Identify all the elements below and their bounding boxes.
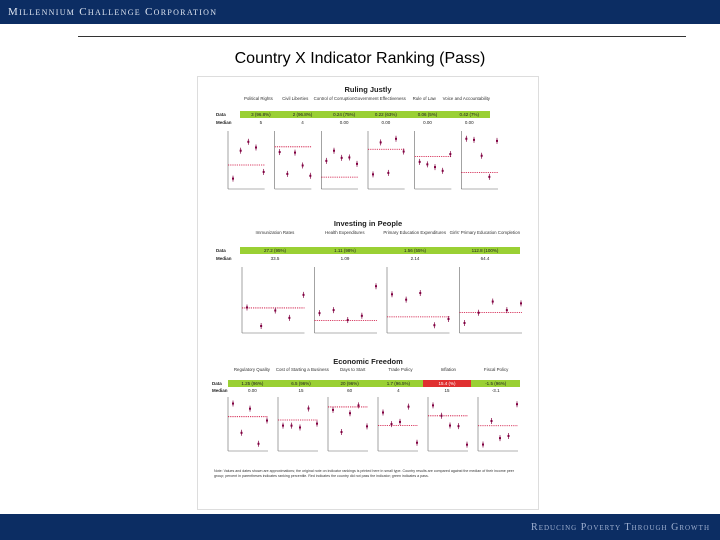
rj-chart-point-1-3 <box>302 164 304 166</box>
rj-header-3: Government Effectiveness <box>354 96 406 101</box>
ip-median-cell-3: 64.4 <box>480 256 490 261</box>
rj-chart-point-4-4 <box>449 153 451 155</box>
ef-data-cell-0: 1.25 (96%) <box>228 380 277 387</box>
rj-chart-point-2-4 <box>356 163 358 165</box>
ip-data-row <box>240 247 520 254</box>
ip-chart-point-0-0 <box>246 306 248 308</box>
footer-tagline: Reducing Poverty Through Growth <box>531 522 710 533</box>
ip-data-cell-0: 27.2 (95%) <box>240 247 310 254</box>
rj-data-cell-0: 3 (96.8%) <box>240 111 282 118</box>
ip-chart-point-3-1 <box>478 312 480 314</box>
ef-data-label: Data <box>212 381 222 386</box>
ip-chart-point-3-2 <box>492 301 494 303</box>
rj-data-cell-2: 0.24 (75%) <box>323 111 365 118</box>
rj-header-2: Control of Corruption <box>313 96 355 101</box>
ef-chart-point-5-4 <box>516 403 518 405</box>
rj-chart-point-2-0 <box>325 160 327 162</box>
ip-chart-point-0-3 <box>288 317 290 319</box>
ip-chart-point-0-1 <box>260 325 262 327</box>
section-title-investing: Investing in People <box>333 219 403 228</box>
ip-chart-point-3-0 <box>464 322 466 324</box>
ef-header-2: Days to Start <box>339 367 366 372</box>
ip-median-label: Median <box>216 256 232 261</box>
rj-chart-point-2-1 <box>333 150 335 152</box>
ip-chart-point-2-4 <box>448 318 450 320</box>
scorecard-image <box>197 76 539 510</box>
ef-median-cell-0: 0.00 <box>247 388 257 393</box>
rj-chart-point-4-1 <box>426 163 428 165</box>
rj-chart-point-2-2 <box>341 157 343 159</box>
rj-header-1: Civil Liberties <box>282 96 309 101</box>
ef-data-cell-1: 6.5 (96%) <box>277 380 326 387</box>
rj-data-cell-1: 2 (96.8%) <box>282 111 324 118</box>
rj-data-cell-4: 0.06 (5%) <box>407 111 449 118</box>
ef-median-cell-4: 15 <box>444 388 450 393</box>
ef-chart <box>222 395 522 461</box>
ef-chart-point-0-0 <box>232 403 234 405</box>
ef-chart-point-4-0 <box>432 404 434 406</box>
ef-median-cell-3: 4 <box>397 388 400 393</box>
ef-header-5: Fiscal Policy <box>483 367 509 372</box>
rj-data-cell-3: 0.22 (63%) <box>365 111 407 118</box>
ef-chart-point-5-1 <box>491 420 493 422</box>
rj-chart-point-3-0 <box>372 173 374 175</box>
rj-median-cell-0: 5 <box>259 120 263 125</box>
ef-chart-point-4-4 <box>466 444 468 446</box>
ef-median-cell-2: 60 <box>347 388 353 393</box>
title-rule <box>78 36 686 37</box>
ip-median-cell-1: 1.09 <box>340 256 350 261</box>
ip-chart-point-1-4 <box>375 285 377 287</box>
header-bar <box>0 0 720 24</box>
rj-chart <box>222 129 502 199</box>
ef-chart-point-5-2 <box>499 437 501 439</box>
rj-chart-point-5-0 <box>465 138 467 140</box>
rj-chart-point-1-1 <box>286 173 288 175</box>
rj-chart-point-5-3 <box>488 176 490 178</box>
ip-chart-point-2-3 <box>433 324 435 326</box>
ef-chart-point-3-3 <box>408 406 410 408</box>
rj-chart-point-5-2 <box>481 155 483 157</box>
rj-chart-point-0-2 <box>247 141 249 143</box>
ef-chart-point-3-1 <box>391 423 393 425</box>
rj-chart-point-4-2 <box>434 166 436 168</box>
ef-chart-point-2-4 <box>366 425 368 427</box>
rj-data-label: Data <box>216 112 226 117</box>
org-name: Millennium Challenge Corporation <box>8 6 218 18</box>
rj-chart-point-1-4 <box>309 175 311 177</box>
ef-data-cell-3: 1.7 (96.5%) <box>374 380 423 387</box>
rj-median-cell-3: 0.00 <box>381 120 391 125</box>
ef-chart-point-3-2 <box>399 421 401 423</box>
ip-chart-point-0-2 <box>274 310 276 312</box>
rj-header-5: Voice and Accountability <box>442 96 490 101</box>
ef-chart-point-5-3 <box>508 435 510 437</box>
ip-median-cell-0: 33.5 <box>270 256 280 261</box>
ef-data-row <box>228 380 520 387</box>
rj-header-4: Rule of Law <box>412 96 436 101</box>
ef-header-0: Regulatory Quality <box>233 367 270 372</box>
ef-chart-point-0-2 <box>249 408 251 410</box>
ef-chart-point-2-1 <box>341 431 343 433</box>
ef-median-label: Median <box>212 388 228 393</box>
ip-chart-point-3-3 <box>506 309 508 311</box>
ef-chart-point-4-2 <box>449 425 451 427</box>
ip-chart-point-1-0 <box>319 312 321 314</box>
ip-data-cell-2: 1.56 (55%) <box>380 247 450 254</box>
ef-header-1: Cost of Starting a Business <box>275 367 329 372</box>
ef-header-3: Trade Policy <box>388 367 413 372</box>
ef-chart-point-1-0 <box>282 425 284 427</box>
rj-data-row <box>240 111 490 118</box>
ef-chart-point-4-1 <box>441 415 443 417</box>
ef-chart-point-0-3 <box>258 443 260 445</box>
ef-header-4: Inflation <box>440 367 456 372</box>
rj-chart-point-1-2 <box>294 152 296 154</box>
footnote: Note: Values and dates shown are approximations; the original note on indicator rankings is printed here in small type. Country results are compared against the median of their income peer group; percent in parentheses indicates ranking percentile. Red indicates the country did not pass the indicator; green indicates a pass. <box>214 469 514 478</box>
rj-median-cell-4: 0.00 <box>423 120 432 125</box>
ef-chart-point-1-1 <box>291 425 293 427</box>
ip-chart-point-3-4 <box>520 302 522 304</box>
rj-median-cell-5: 0.00 <box>464 120 474 125</box>
rj-header-0: Political Rights <box>244 96 273 101</box>
ef-chart-point-0-4 <box>266 420 268 422</box>
rj-data-cell-5: 0.42 (7%) <box>448 111 490 118</box>
ef-chart-point-3-4 <box>416 442 418 444</box>
ef-data-cell-2: 20 (96%) <box>325 380 374 387</box>
ip-median-cell-2: 2.14 <box>410 256 420 261</box>
rj-median-row <box>240 119 490 126</box>
ef-chart-point-3-0 <box>382 411 384 413</box>
ip-header-row <box>240 231 520 244</box>
ef-median-row <box>228 387 520 394</box>
rj-chart-point-3-3 <box>395 138 397 140</box>
ef-chart-point-0-1 <box>241 432 243 434</box>
rj-chart-point-3-1 <box>380 141 382 143</box>
ef-chart-point-2-3 <box>358 404 360 406</box>
rj-median-cell-1: 4 <box>301 120 304 125</box>
ip-chart-point-2-2 <box>419 292 421 294</box>
ip-data-cell-1: 1.11 (98%) <box>310 247 380 254</box>
rj-median-label: Median <box>216 120 232 125</box>
rj-chart-point-5-1 <box>473 139 475 141</box>
ip-chart <box>236 265 526 343</box>
rj-header-row <box>240 97 490 110</box>
ip-chart-point-2-1 <box>405 299 407 301</box>
ip-chart-point-1-3 <box>361 315 363 317</box>
rj-chart-point-0-3 <box>255 146 257 148</box>
ef-data-cell-4: 15.4 (%) <box>423 380 472 387</box>
ip-chart-point-1-1 <box>333 309 335 311</box>
ip-header-2: Primary Education Expenditures <box>383 230 447 235</box>
ip-header-0: Immunization Rates <box>255 230 295 235</box>
ef-chart-point-1-3 <box>308 407 310 409</box>
ip-header-1: Health Expenditures <box>325 230 365 235</box>
ip-chart-point-2-0 <box>391 293 393 295</box>
ef-chart-point-4-3 <box>458 425 460 427</box>
rj-median-cell-2: 0.00 <box>339 120 349 125</box>
ef-chart-point-1-4 <box>316 423 318 425</box>
rj-chart-point-1-0 <box>279 151 281 153</box>
ip-data-label: Data <box>216 248 226 253</box>
section-title-economic: Economic Freedom <box>333 357 403 366</box>
ef-data-cell-5: -1.5 (96%) <box>471 380 520 387</box>
rj-chart-point-0-0 <box>232 178 234 180</box>
ef-chart-point-2-0 <box>332 409 334 411</box>
ip-median-row <box>240 255 520 262</box>
rj-chart-point-2-3 <box>348 156 350 158</box>
ef-median-cell-1: 15 <box>298 388 304 393</box>
rj-chart-point-5-4 <box>496 140 498 142</box>
ip-chart-point-0-4 <box>303 294 305 296</box>
rj-chart-point-0-4 <box>263 171 265 173</box>
ef-chart-point-5-0 <box>482 444 484 446</box>
ip-header-3: Girls' Primary Education Completion <box>449 230 521 235</box>
ef-median-cell-5: -3.1 <box>491 388 500 393</box>
ef-chart-point-2-2 <box>349 412 351 414</box>
section-title-ruling-justly: Ruling Justly <box>344 85 392 94</box>
rj-chart-point-3-2 <box>387 172 389 174</box>
ef-chart-point-1-2 <box>299 426 301 428</box>
ip-data-cell-3: 112.8 (100%) <box>450 247 520 254</box>
rj-chart-point-0-1 <box>240 150 242 152</box>
slide-title: Country X Indicator Ranking (Pass) <box>234 50 486 67</box>
rj-chart-point-4-3 <box>442 170 444 172</box>
rj-chart-point-4-0 <box>419 161 421 163</box>
footer-bar <box>0 514 720 540</box>
ip-chart-point-1-2 <box>347 319 349 321</box>
rj-chart-point-3-4 <box>403 151 405 153</box>
